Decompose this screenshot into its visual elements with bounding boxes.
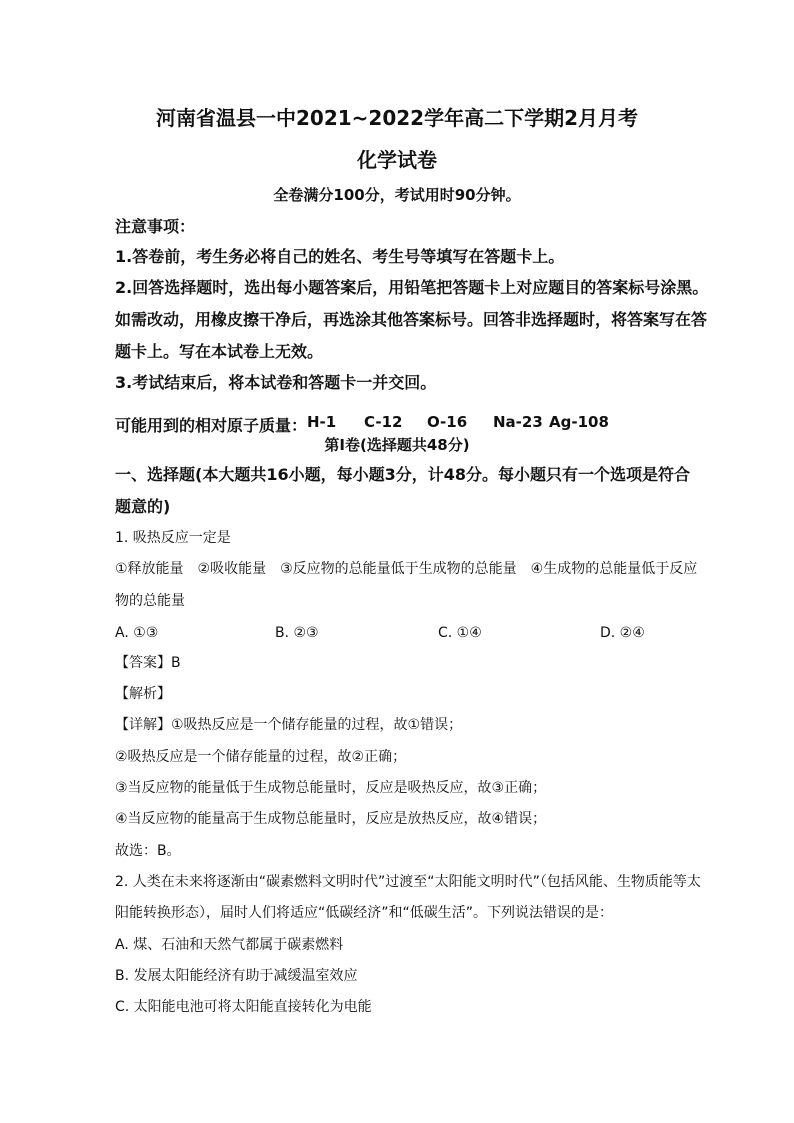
q1-detail-line-3: ③当反应物的能量低于生成物总能量时，反应是吸热反应，故③正确； bbox=[115, 780, 547, 796]
section-title: 第Ⅰ卷(选择题共48分) bbox=[324, 436, 470, 454]
q1-answer: 【答案】B bbox=[115, 655, 181, 671]
q1-analysis-label: 【解析】 bbox=[115, 686, 171, 702]
atomic-mass-label: 可能用到的相对原子质量： bbox=[115, 416, 308, 435]
section-heading-line-2: 题意的) bbox=[115, 497, 171, 516]
note-line-2: 2.回答选择题时，选出每小题答案后，用铅笔把答题卡上对应题目的答案标号涂黑。 bbox=[115, 278, 709, 297]
q1-items-line-2: 物的总能量 bbox=[115, 593, 185, 609]
q1-stem: 1. 吸热反应一定是 bbox=[115, 530, 231, 546]
atomic-mass-c: C-12 bbox=[364, 413, 403, 431]
q2-stem-line-2: 阳能转换形态），届时人们将适应“低碳经济”和“低碳生活”。下列说法错误的是： bbox=[115, 905, 614, 921]
q2-stem-line-1: 2. 人类在未来将逐渐由“碳素燃料文明时代”过渡至“太阳能文明时代”（包括风能、生物质能等太 bbox=[115, 874, 701, 890]
atomic-mass-na: Na-23 bbox=[493, 413, 543, 431]
q1-detail-line-1: 【详解】①吸热反应是一个储存能量的过程，故①错误； bbox=[115, 717, 463, 733]
q1-option-c: C. ①④ bbox=[438, 625, 482, 641]
exam-info: 全卷满分100分，考试用时90分钟。 bbox=[273, 186, 521, 204]
exam-title: 河南省温县一中2021~2022学年高二下学期2月月考 bbox=[155, 106, 638, 130]
q1-items-line-1: ①释放能量 ②吸收能量 ③反应物的总能量低于生成物的总能量 ④生成物的总能量低于反应 bbox=[115, 561, 698, 577]
q2-option-b: B. 发展太阳能经济有助于减缓温室效应 bbox=[115, 968, 358, 984]
note-line-5: 3.考试结束后，将本试卷和答题卡一并交回。 bbox=[115, 373, 437, 392]
note-line-4: 题卡上。写在本试卷上无效。 bbox=[115, 342, 324, 361]
q2-option-a: A. 煤、石油和天然气都属于碳素燃料 bbox=[115, 937, 344, 953]
atomic-mass-h: H-1 bbox=[307, 413, 337, 431]
q1-detail-line-4: ④当反应物的能量高于生成物总能量时，反应是放热反应，故④错误； bbox=[115, 811, 547, 827]
notes-heading: 注意事项： bbox=[115, 217, 196, 236]
q1-option-a: A. ①③ bbox=[115, 625, 159, 641]
note-line-3: 如需改动，用橡皮擦干净后，再选涂其他答案标号。回答非选择题时，将答案写在答 bbox=[115, 310, 708, 329]
atomic-mass-o: O-16 bbox=[427, 413, 468, 431]
q1-option-b: B. ②③ bbox=[275, 625, 319, 641]
atomic-mass-ag: Ag-108 bbox=[549, 413, 609, 431]
q1-detail-line-2: ②吸热反应是一个储存能量的过程，故②正确； bbox=[115, 749, 407, 765]
note-line-1: 1.答卷前，考生务必将自己的姓名、考生号等填写在答题卡上。 bbox=[115, 247, 565, 266]
q1-option-d: D. ②④ bbox=[600, 625, 645, 641]
q2-option-c: C. 太阳能电池可将太阳能直接转化为电能 bbox=[115, 999, 372, 1015]
section-heading-line-1: 一、选择题(本大题共16小题，每小题3分，计48分。每小题只有一个选项是符合 bbox=[115, 465, 690, 484]
q1-detail-line-5: 故选：B。 bbox=[115, 843, 181, 859]
exam-subject: 化学试卷 bbox=[357, 148, 437, 172]
